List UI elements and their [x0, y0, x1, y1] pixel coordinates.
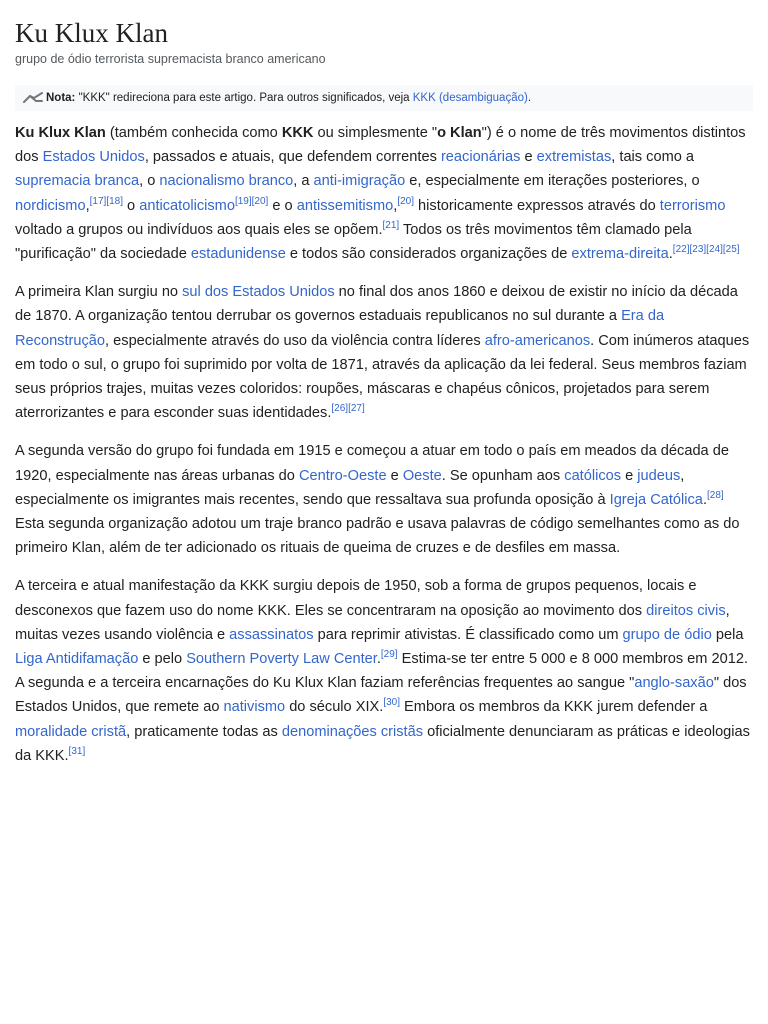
- hatnote: Nota: "KKK" redireciona para este artigo. Para outros significados, veja KKK (desambiguação).: [15, 85, 753, 111]
- link-judeus[interactable]: judeus: [637, 467, 681, 484]
- ref-link[interactable]: [27]: [348, 403, 365, 415]
- ref-link[interactable]: [28]: [707, 489, 724, 501]
- ref-link[interactable]: [31]: [68, 746, 86, 758]
- link-sul-dos-estados-unidos[interactable]: sul dos Estados Unidos: [182, 284, 335, 301]
- ref-link[interactable]: [30]: [383, 697, 400, 709]
- ref-link[interactable]: [29]: [380, 649, 398, 661]
- hatnote-text: "KKK" redireciona para este artigo. Para outros significados, veja: [75, 92, 413, 104]
- link-catolicos[interactable]: católicos: [564, 467, 622, 484]
- paragraph-third-klan: A terceira e atual manifestação da KKK surgiu depois de 1950, sob a forma de grupos pequenos, locais e desconexos que fazem uso do nome KKK. Eles se concentraram na oposição ao movimento dos direitos civis, muitas vezes usando violência e assassinatos para reprimir ativistas. É classificado como um grupo de ódio pela Liga Antidifamação e pelo Southern Poverty Law Center.[29] Estima-se ter entre 5 000 e 8 000 membros em 2012. A segunda e a terceira encarnações do Ku Klux Klan faziam referências frequentes ao sangue "anglo-saxão" dos Estados Unidos, que remete ao nativismo do século XIX.[30] Embora os membros da KKK jurem defender a moralidade cristã, praticamente todas as denominações cristãs oficialmente denunciaram as práticas e ideologias da KKK.[31]: [15, 578, 750, 764]
- ref-link[interactable]: [25]: [722, 244, 740, 256]
- ref-link[interactable]: [20]: [397, 195, 414, 207]
- ref-link[interactable]: [20]: [251, 195, 269, 207]
- ref-link[interactable]: [19]: [234, 195, 252, 207]
- link-estadunidense[interactable]: estadunidense: [190, 246, 286, 263]
- link-estados-unidos[interactable]: Estados Unidos: [42, 149, 145, 166]
- link-supremacia-branca[interactable]: supremacia branca: [15, 173, 140, 190]
- link-direitos-civis[interactable]: direitos civis: [646, 602, 726, 619]
- ref-link[interactable]: [24]: [706, 244, 723, 256]
- ref-link[interactable]: [21]: [382, 219, 400, 231]
- link-moralidade-crista[interactable]: moralidade cristã: [15, 723, 127, 740]
- paragraph-first-klan: A primeira Klan surgiu no sul dos Estados Unidos no final dos anos 1860 e deixou de existir no início da década de 1870. A organização tentou derrubar os governos estaduais republicanos no sul durante a Era da Reconstrução, especialmente através do uso da violência contra líderes afro-americanos. Com inúmeros ataques em todo o sul, o grupo foi suprimido por volta de 1871, através da aplicação da lei federal. Seus membros faziam seus próprios trajes, muitas vezes coloridos: roupões, máscaras e chapéus cônicos, projetados para serem aterrorizantes e para esconder suas identidades.[26][27]: [15, 284, 750, 422]
- hatnote-disambiguation-link[interactable]: KKK (desambiguação): [412, 92, 528, 104]
- hatnote-label: Nota:: [46, 92, 76, 104]
- link-nativismo[interactable]: nativismo: [223, 699, 286, 716]
- ref-link[interactable]: [23]: [689, 244, 707, 256]
- link-centro-oeste[interactable]: Centro-Oeste: [298, 467, 387, 484]
- page-subtitle: grupo de ódio terrorista supremacista branco americano: [15, 52, 326, 66]
- link-anticatolicismo[interactable]: anticatolicismo: [139, 197, 235, 214]
- article-body: [15, 121, 753, 768]
- link-extrema-direita[interactable]: extrema-direita: [571, 246, 669, 263]
- ref-link[interactable]: [17]: [89, 195, 107, 207]
- link-nacionalismo-branco[interactable]: nacionalismo branco: [159, 173, 294, 190]
- link-oeste[interactable]: Oeste: [402, 467, 442, 484]
- link-assassinatos[interactable]: assassinatos: [229, 626, 314, 643]
- disambiguation-icon: [23, 92, 43, 104]
- link-terrorismo[interactable]: terrorismo: [659, 197, 726, 214]
- link-reacionarias[interactable]: reacionárias: [440, 149, 521, 166]
- link-antissemitismo[interactable]: antissemitismo: [296, 197, 394, 214]
- link-southern-poverty-law-center[interactable]: Southern Poverty Law Center: [186, 651, 377, 668]
- ref-link[interactable]: [22]: [672, 244, 690, 256]
- link-denominacoes-cristas[interactable]: denominações cristãs: [281, 723, 424, 740]
- link-era-da-reconstrucao[interactable]: Era da Reconstrução: [15, 308, 665, 349]
- link-anti-imigracao[interactable]: anti-imigração: [313, 173, 406, 190]
- paragraph-second-klan: A segunda versão do grupo foi fundada em 1915 e começou a atuar em todo o país em meados da década de 1920, especialmente nas áreas urbanas do Centro-Oeste e Oeste. Se opunham aos católicos e judeus, especialmente os imigrantes mais recentes, sendo que ressaltava sua profunda oposição à Igreja Católica.[28] Esta segunda organização adotou um traje branco padrão e usava palavras de código semelhantes como as do primeiro Klan, além de ter adicionado os rituais de queima de cruzes e de desfiles em massa.: [15, 443, 740, 557]
- link-afro-americanos[interactable]: afro-americanos: [484, 332, 591, 349]
- ref-link[interactable]: [26]: [331, 403, 349, 415]
- ref-link[interactable]: [18]: [106, 195, 123, 207]
- link-grupo-de-odio[interactable]: grupo de ódio: [622, 626, 712, 643]
- link-extremistas[interactable]: extremistas: [536, 149, 612, 166]
- link-anglo-saxao[interactable]: anglo-saxão: [634, 675, 714, 692]
- link-nordicismo[interactable]: nordicismo: [15, 197, 86, 214]
- page-title: Ku Klux Klan: [15, 18, 168, 48]
- paragraph-intro: Ku Klux Klan (também conhecida como KKK ou simplesmente "o Klan") é o nome de três movimentos distintos dos Estados Unidos, passados e atuais, que defendem correntes reacionárias e extremistas, tais como a supremacia branca, o nacionalismo branco, a anti-imigração e, especialmente em iterações posteriores, o nordicismo,[17][18] o anticatolicismo[19][20] e o antissemitismo,[20] historicamente expressos através do terrorismo voltado a grupos ou indivíduos aos quais eles se opõem.[21] Todos os três movimentos têm clamado pela "purificação" da sociedade estadunidense e todos são considerados organizações de extrema-direita.[22][23][24][25]: [15, 125, 746, 263]
- link-liga-antidifamacao[interactable]: Liga Antidifamação: [15, 651, 139, 668]
- link-igreja-catolica[interactable]: Igreja Católica: [609, 491, 703, 508]
